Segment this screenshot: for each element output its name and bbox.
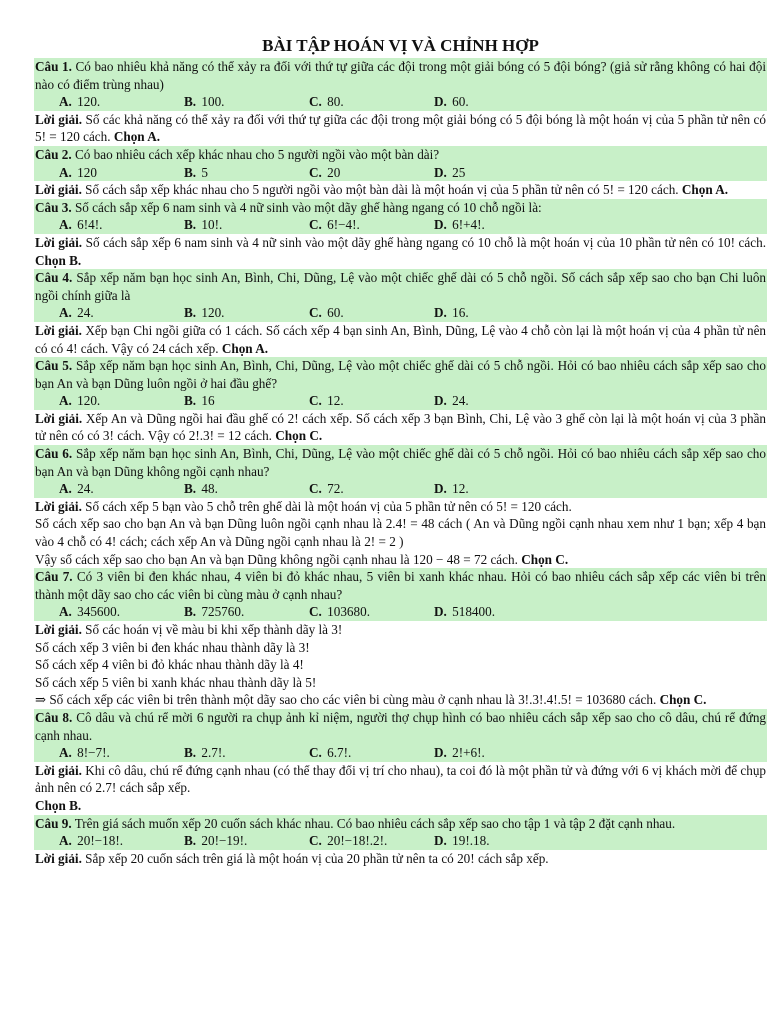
question-list [34,58,767,867]
solution-line [35,515,766,550]
answer-option [59,93,184,111]
answer-choice: Chọn A. [113,129,161,145]
solution-text: Xếp An và Dũng ngồi hai đầu ghế có 2! cách xếp. Số cách xếp 3 bạn Bình, Chi, Lệ vào 3 ghế còn lại là một hoán vị của 3 phần tử nên có có 3! cách. Vậy có 2!.3! = 12 cách. [35,410,767,444]
answer-option [434,832,559,850]
solution-line [35,551,766,569]
answer-option [309,164,434,182]
question-text [35,269,766,304]
option-text: 2!+6!. [452,745,485,761]
solution-text: Xếp bạn Chi ngồi giữa có 1 cách. Số cách xếp 4 bạn sinh An, Bình, Dũng, Lệ vào 4 chỗ còn lại là một hoán vị của 4 phần tử nên có có 4! cách. Vậy có 24 cách xếp. [35,322,767,356]
solution-block [34,234,767,269]
answer-option [309,744,434,762]
option-key: C. [309,481,322,497]
answer-options [35,832,766,850]
option-key: C. [309,833,322,849]
option-key: A. [59,94,72,110]
solution-block [34,111,767,146]
solution-line [35,850,766,868]
option-text: 12. [452,481,469,497]
option-key: C. [309,217,322,233]
option-text: 120. [77,94,101,110]
solution-line [35,410,766,445]
solution-text: Khi cô dâu, chú rể đứng cạnh nhau (có thể thay đổi vị trí cho nhau), ta coi đó là một phần tử và đứng với 6 vị khách mời để chụp ảnh nên có 2.7! cách sắp xếp. [35,762,767,796]
question-body: Có bao nhiêu khả năng có thể xảy ra đối với thứ tự giữa các đội trong một giải bóng có 5 đội bóng? (giả sử rằng không có hai đội nào có điểm trùng nhau) [35,59,767,92]
answer-option [184,216,309,234]
question-block [34,146,767,181]
option-text: 6!−4!. [327,217,360,233]
option-key: A. [59,305,72,321]
solution-line [35,322,766,357]
solution-text: Số cách xếp 5 viên bi xanh khác nhau thành dãy là 5! [35,674,317,690]
solution-line [35,674,766,692]
question-text [35,58,766,93]
answer-choice: Chọn C. [521,551,569,567]
question-text [35,568,766,603]
option-text: 120. [77,393,101,409]
solution-label: Lời giải. [35,498,82,514]
solution-text: Vậy số cách xếp sao cho bạn An và bạn Dũng không ngồi cạnh nhau là 120 − 48 = 72 cách. [35,551,518,567]
question-body: Có 3 viên bi đen khác nhau, 4 viên bi đỏ khác nhau, 5 viên bi xanh khác nhau. Hỏi có bao nhiêu cách sắp xếp các viên bi trên thành một dãy sao cho các viên bi cùng màu ở cạnh nhau? [35,569,767,602]
option-text: 6!+4!. [452,217,485,233]
option-text: 48. [201,481,218,497]
option-key: D. [434,393,447,409]
option-text: 12. [327,393,344,409]
option-key: B. [184,393,197,409]
option-text: 60. [327,305,344,321]
option-key: B. [184,94,197,110]
solution-text: Số cách sắp xếp 6 nam sinh và 4 nữ sinh vào một dãy ghế hàng ngang có 10 chỗ là một hoán vị của 10 phần tử nên có 10! cách. [85,234,766,250]
question-block [34,815,767,850]
question-body: Số cách sắp xếp 6 nam sinh và 4 nữ sinh vào một dãy ghế hàng ngang có 10 chỗ ngồi là: [74,199,542,215]
option-key: D. [434,481,447,497]
option-key: D. [434,94,447,110]
solution-label: Lời giải. [35,410,83,426]
question-block [34,199,767,234]
answer-option [434,480,559,498]
answer-option [59,832,184,850]
question-label: Câu 3. [35,199,72,215]
option-text: 24. [452,393,469,409]
solution-label: Lời giải. [35,622,82,637]
option-key: C. [309,164,322,180]
answer-option [59,304,184,322]
answer-option [184,603,309,621]
solution-block [34,410,767,445]
solution-text: Sắp xếp 20 cuốn sách trên giá là một hoán vị của 20 phần tử nên ta có 20! cách sắp xếp. [85,850,549,866]
option-key: A. [59,481,72,497]
solution-line [35,639,766,657]
answer-option [59,744,184,762]
solution-line [35,111,766,146]
option-text: 25 [452,164,466,180]
answer-options [35,93,766,111]
answer-choice: Chọn B. [35,252,82,268]
solution-block [34,621,767,709]
answer-options [35,603,766,621]
question-block [34,269,767,322]
answer-option [309,216,434,234]
option-key: D. [434,745,447,761]
solution-text: Số các khả năng có thể xảy ra đối với thứ tự giữa các đội trong một giải bóng có 5 đội bóng là một hoán vị của 5 phần tử nên có 5! = 120 cách. [35,111,766,145]
answer-option [59,392,184,410]
answer-option [184,93,309,111]
question-label: Câu 8. [35,709,73,725]
answer-options [35,392,766,410]
option-key: D. [434,164,447,180]
option-text: 120 [77,164,97,180]
page-title: BÀI TẬP HOÁN VỊ VÀ CHỈNH HỢP [262,36,539,55]
question-body: Sắp xếp năm bạn học sinh An, Bình, Chi, Dũng, Lệ vào một chiếc ghế dài có 5 chỗ ngồi. Hỏi có bao nhiêu cách sắp xếp sao cho bạn An và bạn Dũng luôn ngồi ở hai đầu ghế? [35,358,766,391]
question-body: Có bao nhiêu cách xếp khác nhau cho 5 người ngồi vào một bàn dài? [74,146,440,162]
answer-options [35,744,766,762]
answer-option [59,480,184,498]
solution-line [35,498,766,516]
answer-option [434,216,559,234]
answer-option [309,304,434,322]
option-key: B. [184,164,197,180]
solution-block [34,762,767,815]
solution-block [34,850,767,868]
solution-text: ⇒ Số cách xếp các viên bi trên thành một dãy sao cho các viên bi cùng màu ở cạnh nhau là 3!.3!.4!.5! = 103680 cách. [35,692,657,708]
answer-choice: Chọn C. [275,428,323,444]
option-text: 60. [452,94,469,110]
option-key: C. [309,745,322,761]
answer-options [35,304,766,322]
option-text: 16. [452,305,469,321]
answer-option [434,744,559,762]
option-key: D. [434,217,447,233]
answer-options [35,216,766,234]
question-label: Câu 6. [35,446,73,462]
answer-option [184,304,309,322]
solution-text: Số các hoán vị về màu bi khi xếp thành dãy là 3! [85,622,343,637]
answer-line [35,797,766,815]
answer-option [184,832,309,850]
question-block [34,58,767,111]
option-key: C. [309,94,322,110]
option-text: 80. [327,94,344,110]
option-text: 24. [77,481,94,497]
option-text: 120. [201,305,225,321]
solution-line [35,621,766,639]
question-block [34,357,767,410]
solution-block [34,322,767,357]
solution-block [34,181,767,199]
option-text: 8!−7!. [77,745,110,761]
option-key: A. [59,217,72,233]
option-text: 20!−18!. [77,833,124,849]
solution-label: Lời giải. [35,762,82,778]
option-key: C. [309,305,322,321]
option-key: A. [59,604,72,620]
option-key: C. [309,604,322,620]
question-label: Câu 9. [35,815,72,831]
solution-line [35,181,766,199]
option-text: 345600. [77,604,120,620]
option-key: A. [59,833,72,849]
solution-block [34,498,767,568]
option-key: B. [184,833,197,849]
solution-label: Lời giải. [35,850,82,866]
answer-option [309,480,434,498]
answer-options [35,164,766,182]
solution-text: Số cách sắp xếp khác nhau cho 5 người ngồi vào một bàn dài là một hoán vị của 5 phần tử nên có 5! = 120 cách. [85,182,679,198]
answer-option [434,164,559,182]
option-text: 518400. [452,604,495,620]
option-key: B. [184,481,197,497]
option-text: 16 [201,393,215,409]
question-text [35,815,766,833]
question-block [34,568,767,621]
answer-option [309,603,434,621]
option-key: B. [184,604,197,620]
answer-option [59,603,184,621]
option-key: A. [59,164,72,180]
answer-option [184,480,309,498]
option-text: 19!.18. [452,833,490,849]
option-text: 72. [327,481,344,497]
question-text [35,445,766,480]
question-body: Trên giá sách muốn xếp 20 cuốn sách khác nhau. Có bao nhiêu cách sắp xếp sao cho tập 1 và tập 2 đặt cạnh nhau. [74,815,676,831]
option-key: B. [184,305,197,321]
answer-options [35,480,766,498]
option-text: 2.7!. [201,745,226,761]
answer-option [309,832,434,850]
solution-line [35,762,766,797]
question-text [35,199,766,217]
question-text [35,709,766,744]
option-key: D. [434,604,447,620]
question-body: Sắp xếp năm bạn học sinh An, Bình, Chi, Dũng, Lệ vào một chiếc ghế dài có 5 chỗ ngồi. Số cách sắp xếp sao cho bạn Chi luôn ngồi chính giữa là [35,270,767,303]
question-label: Câu 5. [35,358,73,374]
question-label: Câu 1. [35,59,72,74]
option-text: 6!4!. [77,217,103,233]
option-text: 103680. [327,604,370,620]
answer-choice: Chọn A. [221,340,269,356]
solution-line [35,691,766,709]
solution-text: Số cách xếp 4 viên bi đỏ khác nhau thành dãy là 4! [35,657,304,673]
document-page [34,0,767,867]
answer-option [309,93,434,111]
option-text: 20!−18!.2!. [327,833,388,849]
solution-text: Số cách xếp sao cho bạn An và bạn Dũng luôn ngồi cạnh nhau là 2.4! = 48 cách ( An và Dũng ngồi cạnh nhau xem như 1 bạn; xếp 4 bạn vào 4 chỗ có 4! cách; cách xếp An và Dũng ngồi cạnh nhau là 2! = 2 ) [35,516,766,550]
solution-label: Lời giải. [35,111,83,127]
question-body: Sắp xếp năm bạn học sinh An, Bình, Chi, Dũng, Lệ vào một chiếc ghế dài có 5 chỗ ngồi. Hỏi có bao nhiêu cách sắp xếp sao cho bạn An và bạn Dũng không ngồi cạnh nhau? [35,446,766,479]
option-key: D. [434,305,447,321]
solution-text: Số cách xếp 5 bạn vào 5 chỗ trên ghế dài là một hoán vị của 5 phần tử nên có 5! = 120 cách. [85,498,572,514]
answer-option [434,392,559,410]
answer-option [434,304,559,322]
option-text: 100. [201,94,225,110]
answer-option [434,603,559,621]
question-block [34,709,767,762]
option-text: 20!−19!. [201,833,248,849]
option-key: D. [434,833,447,849]
solution-line [35,234,766,269]
answer-option [309,392,434,410]
question-text [35,146,766,164]
option-key: C. [309,393,322,409]
question-text [35,357,766,392]
option-text: 5 [201,164,208,180]
option-text: 725760. [201,604,245,620]
answer-option [59,216,184,234]
answer-option [59,164,184,182]
option-key: B. [184,217,197,233]
option-key: A. [59,745,72,761]
question-body: Cô dâu và chú rể mời 6 người ra chụp ảnh kỉ niệm, người thợ chụp hình có bao nhiêu cách sắp xếp sao cho cô dâu, chú rể đứng cạnh nhau. [35,709,767,743]
option-text: 24. [77,305,94,321]
solution-line [35,656,766,674]
answer-choice: Chọn C. [659,692,707,708]
option-text: 6.7!. [327,745,352,761]
answer-option [184,744,309,762]
answer-choice: Chọn B. [35,797,82,813]
question-block [34,445,767,498]
question-label: Câu 2. [35,146,72,162]
answer-option [434,93,559,111]
question-label: Câu 4. [35,270,73,286]
answer-option [184,164,309,182]
solution-text: Số cách xếp 3 viên bi đen khác nhau thành dãy là 3! [35,639,310,655]
solution-label: Lời giải. [35,322,82,338]
option-key: B. [184,745,197,761]
option-text: 20 [327,164,341,180]
answer-option [184,392,309,410]
question-label: Câu 7. [35,569,73,585]
option-key: A. [59,393,72,409]
solution-label: Lời giải. [35,182,82,198]
option-text: 10!. [201,217,223,233]
answer-choice: Chọn A. [681,182,729,198]
solution-label: Lời giải. [35,234,83,250]
